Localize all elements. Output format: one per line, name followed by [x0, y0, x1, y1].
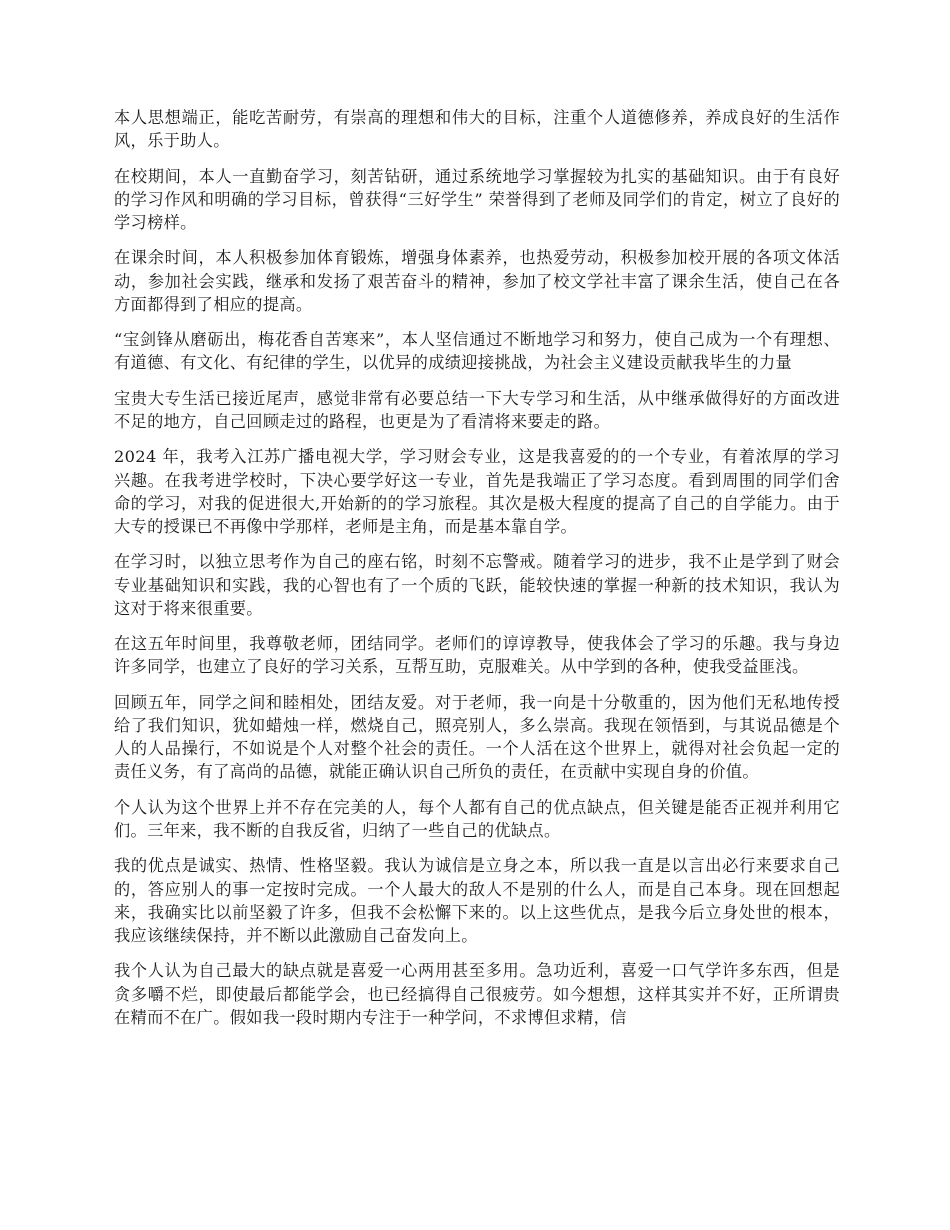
paragraph-2: 在校期间，本人一直勤奋学习，刻苦钻研，通过系统地学习掌握较为扎实的基础知识。由于有良好的学习作风和明确的学习目标，曾获得“三好学生” 荣誉得到了老师及同学们的肯定，树立了良好的学习榜样。: [114, 166, 840, 232]
paragraph-9: 回顾五年，同学之间和睦相处，团结友爱。对于老师，我一向是十分敬重的，因为他们无私地传授给了我们知识，犹如蜡烛一样，燃烧自己，照亮别人，多么崇高。我现在领悟到，与其说品德是个人的人品操行，不如说是个人对整个社会的责任。一个人活在这个世界上，就得对社会负起一定的责任义务，有了高尚的品德，就能正确认识自己所负的责任，在贡献中实现自身的价值。: [114, 692, 840, 782]
paragraph-3: 在课余时间，本人积极参加体育锻炼，增强身体素养，也热爱劳动，积极参加校开展的各项文体活动，参加社会实践，继承和发扬了艰苦奋斗的精神，参加了校文学社丰富了课余生活，使自己在各方面都得到了相应的提高。: [114, 248, 840, 314]
paragraph-5: 宝贵大专生活已接近尾声，感觉非常有必要总结一下大专学习和生活，从中继承做得好的方面改进不足的地方，自己回顾走过的路程，也更是为了看清将来要走的路。: [114, 388, 840, 431]
paragraph-10: 个人认为这个世界上并不存在完美的人，每个人都有自己的优点缺点，但关键是能否正视并利用它们。三年来，我不断的自我反省，归纳了一些自己的优缺点。: [114, 797, 840, 840]
paragraph-1: 本人思想端正，能吃苦耐劳，有崇高的理想和伟大的目标，注重个人道德修养，养成良好的生活作风，乐于助人。: [114, 108, 840, 151]
paragraph-11: 我的优点是诚实、热情、性格坚毅。我认为诚信是立身之本，所以我一直是以言出必行来要求自己的，答应别人的事一定按时完成。一个人最大的敌人不是别的什么人，而是自己本身。现在回想起来，我确实比以前坚毅了许多，但我不会松懈下来的。以上这些优点，是我今后立身处世的根本，我应该继续保持，并不断以此激励自己奋发向上。: [114, 856, 840, 945]
document-page: [114, 106, 840, 1041]
paragraph-12: 我个人认为自己最大的缺点就是喜爱一心两用甚至多用。急功近利，喜爱一口气学许多东西，但是贪多嚼不烂，即使最后都能学会，也已经搞得自己很疲劳。如今想想，这样其实并不好，正所谓贵在精而不在广。假如我一段时期内专注于一种学问，不求博但求精，信: [114, 961, 840, 1027]
paragraph-8: 在这五年时间里，我尊敬老师，团结同学。老师们的谆谆教导，使我体会了学习的乐趣。我与身边许多同学，也建立了良好的学习关系，互帮互助，克服难关。从中学到的各种，使我受益匪浅。: [114, 634, 840, 677]
paragraph-6: 2024 年，我考入江苏广播电视大学，学习财会专业，这是我喜爱的的一个专业，有着浓厚的学习兴趣。在我考进学校时，下决心要学好这一专业，首先是我端正了学习态度。看到周围的同学们舍命的学习，对我的促进很大,开始新的的学习旅程。其次是极大程度的提高了自己的自学能力。由于大专的授课已不再像中学那样，老师是主角，而是基本靠自学。: [114, 447, 840, 536]
paragraph-7: 在学习时，以独立思考作为自己的座右铭，时刻不忘警戒。随着学习的进步，我不止是学到了财会专业基础知识和实践，我的心智也有了一个质的飞跃，能较快速的掌握一种新的技术知识，我认为这对于将来很重要。: [114, 552, 840, 618]
paragraph-4: “宝剑锋从磨砺出，梅花香自苦寒来”，本人坚信通过不断地学习和努力，使自己成为一个有理想、有道德、有文化、有纪律的学生，以优异的成绩迎接挑战，为社会主义建设贡献我毕生的力量: [114, 330, 840, 373]
